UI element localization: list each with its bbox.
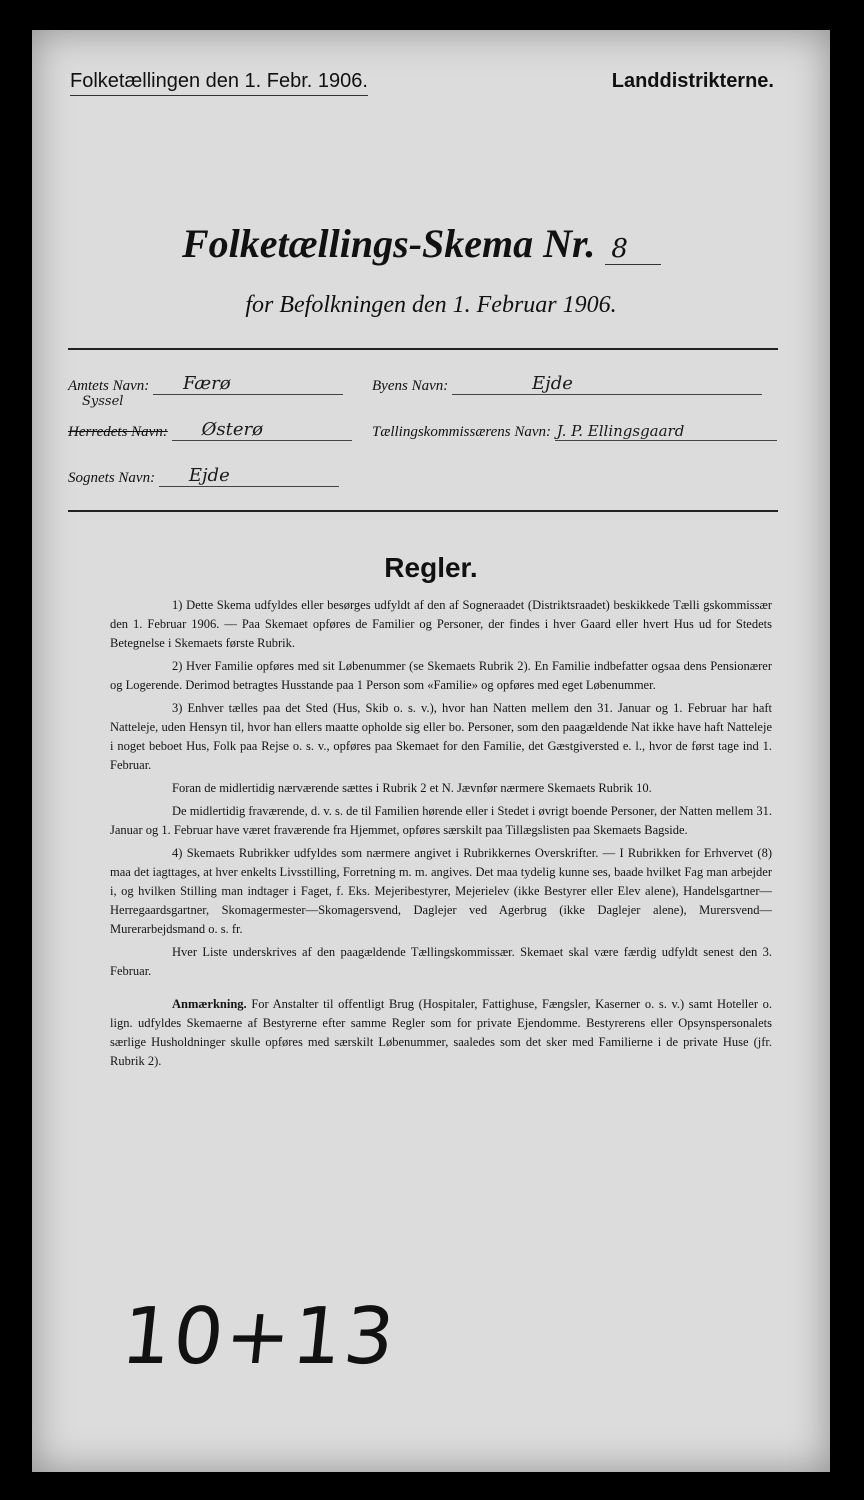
census-date-heading: Folketællingen den 1. Febr. 1906. (70, 70, 368, 96)
herred-value: Østerø (201, 419, 263, 440)
rules-heading: Regler. (384, 552, 478, 583)
amt-label: Amtets Navn: (68, 378, 150, 394)
by-field (372, 372, 762, 395)
kommissaer-field (372, 418, 777, 441)
census-form-sheet (32, 30, 830, 1472)
sogn-line (159, 464, 339, 487)
rules-note (110, 995, 772, 1071)
kommissaer-line (555, 418, 777, 441)
by-label: Byens Navn: (372, 378, 449, 394)
rules-body (110, 596, 772, 1075)
divider-bottom (68, 510, 778, 512)
amt-value: Færø (182, 373, 231, 394)
rule-paragraph: 1) Dette Skema udfyldes eller besørges udfyldt af den af Sogneraadet (Distriktsraadet) beskikkede Tælli gskommissær den 1. Februar 1906. — Paa Skemaet opføres de Familier og Personer, der findes i hver Gaard eller hvert Hus ud for Stedets Betegnelse i Skemaets første Rubrik. (110, 598, 772, 650)
by-line (452, 372, 762, 395)
sogn-label: Sognets Navn: (68, 470, 156, 486)
note-text: For Anstalter til offentligt Brug (Hospitaler, Fattighuse, Fængsler, Kaserner o. s. v.) samt Hoteller o. lign. udfyldes Skemaerne af Bestyrerne efter samme Regler som for private Ejendomme. Bestyrerens eller Opsynspersonalets særlige Husholdninger skulle opføres med særskilt Løbenummer, saaledes som det sker med Familierne i de private Huse (jfr. Rubrik 2). (110, 997, 773, 1068)
note-label: Anmærkning. (172, 997, 247, 1011)
herred-label: Herredets Navn: (68, 424, 168, 440)
form-subtitle: for Befolkningen den 1. Februar 1906. (245, 292, 617, 318)
divider-top (68, 348, 778, 350)
sogn-value: Ejde (188, 465, 230, 486)
amt-field (68, 372, 343, 395)
form-title (182, 220, 661, 267)
rule-paragraph: 2) Hver Familie opføres med sit Løbenummer (se Skemaets Rubrik 2). En Familie indbefatter ogsaa dens Pensionærer og Logerende. Derimod betragtes Husstande paa 1 Person som «Familie» og opføres med eget Løbenummer. (110, 659, 772, 692)
kommissaer-value: J. P. Ellingsgaard (556, 422, 685, 440)
rule-paragraph: Hver Liste underskrives af den paagældende Tællingskommissær. Skemaet skal være færdig udfyldt senest den 3. Februar. (110, 945, 772, 978)
district-type-heading: Landdistrikterne. (611, 70, 774, 92)
form-title-text: Folketællings-Skema Nr. (182, 221, 596, 266)
rule-paragraph: Foran de midlertidig nærværende sættes i Rubrik 2 et N. Jævnfør nærmere Skemaets Rubrik 10. (172, 781, 652, 795)
rule-paragraph: 3) Enhver tælles paa det Sted (Hus, Skib o. s. v.), hvor han Natten mellem den 31. Januar og 1. Februar har haft Natteleje, uden Hensyn til, hvor han ellers maatte opholde sig eller bo. Personer, som den paagældende Nat ikke have haft Natteleje i noget beboet Hus, Folk paa Rejse o. s. v., opføres paa Skemaet for den Familie, det Gæstgiversted e. l., hvor de først tage ind 1. Februar. (110, 701, 772, 772)
sogn-field (68, 464, 339, 487)
by-value: Ejde (531, 373, 573, 394)
rule-paragraph: De midlertidig fraværende, d. v. s. de til Familien hørende eller i Stedet i øvrigt boende Personer, der Natten mellem 31. Januar og 1. Februar have været fraværende fra Hjemmet, opføres særskilt paa Tillægslisten paa Skemaets Bagside. (110, 804, 772, 837)
herred-field (68, 418, 352, 441)
form-number: 8 (605, 234, 661, 265)
herred-correction: Syssel (82, 394, 124, 409)
kommissaer-label: Tællingskommissærens Navn: (372, 424, 552, 440)
rule-paragraph: 4) Skemaets Rubrikker udfyldes som nærmere angivet i Rubrikkernes Overskrifter. — I Rubrikken for Erhvervet (8) maa det iagttages, at hver enkelts Livsstilling, Forretning m. m. angives. Det maa tydelig kunne ses, baade hvilket Fag man arbejder i, og hvilken Stilling man indtager i Faget, f. Eks. Mejeribestyrer, Mejerielev (ikke Bestyrer eller Elev alene), Handelsgartner—Herregaardsgartner, Skomagermester—Skomagersvend, Daglejer ved Agerbrug (ikke Daglejer alene), Murersvend—Murerarbejdsmand o. s. fr. (110, 846, 772, 936)
amt-line (153, 372, 343, 395)
herred-line (172, 418, 352, 441)
handwritten-annotation: 10+13 (117, 1292, 401, 1382)
